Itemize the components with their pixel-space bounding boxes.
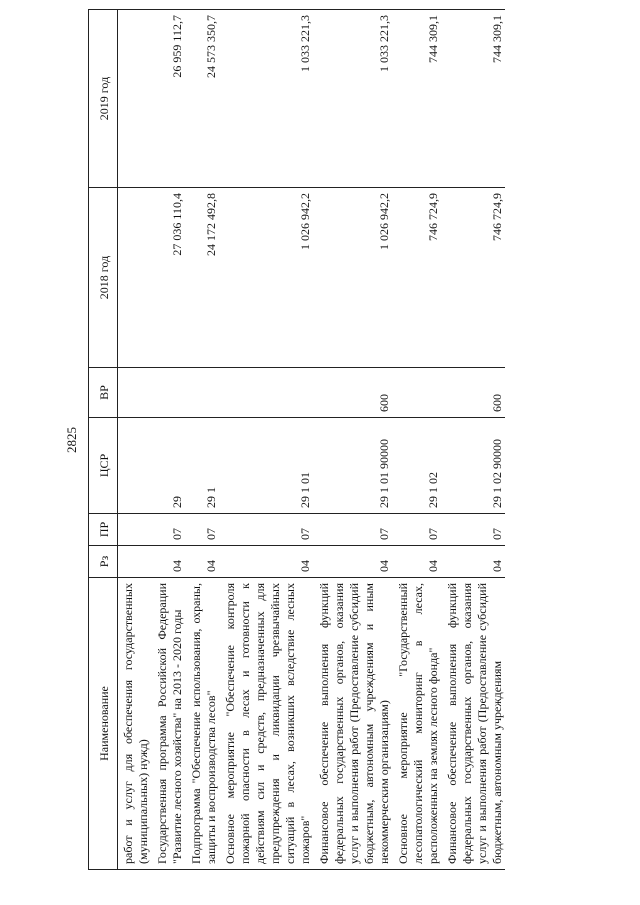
rotated-sheet xyxy=(58,10,598,870)
row-csr: 29 xyxy=(152,418,186,514)
table-row xyxy=(118,10,153,870)
header-row xyxy=(89,10,118,870)
row-csr: 29 1 02 xyxy=(393,418,442,514)
row-pr: 07 xyxy=(393,514,442,546)
row-pr: 07 xyxy=(186,514,220,546)
row-amount-2019: 1 033 221,3 xyxy=(220,10,314,188)
table-header xyxy=(89,10,118,870)
header-vr: ВР xyxy=(89,368,118,418)
row-name: Основное мероприятие "Обеспечение контроля пожарной опасности в лесах и готовности к действиям сил и средств, предназначенных для предупреждения и ликвидации чрезвычайных ситуаций в лесах, возникших вследствие лесных пожаров" xyxy=(220,578,314,870)
table-row xyxy=(393,10,442,870)
row-csr: 29 1 xyxy=(186,418,220,514)
row-amount-2019: 744 309,1 xyxy=(393,10,442,188)
row-vr xyxy=(220,368,314,418)
row-csr: 29 1 02 90000 xyxy=(442,418,505,514)
table-body xyxy=(118,10,506,870)
row-pr: 07 xyxy=(220,514,314,546)
row-vr xyxy=(118,368,153,418)
row-rz: 04 xyxy=(220,546,314,578)
row-vr: 600 xyxy=(314,368,393,418)
row-amount-2018: 24 172 492,8 xyxy=(186,188,220,368)
row-name: работ и услуг для обеспечения государственных (муниципальных) нужд) xyxy=(118,578,153,870)
row-name: Основное мероприятие "Государственный лесопатологический мониторинг в лесах, расположенных на землях лесного фонда" xyxy=(393,578,442,870)
row-rz: 04 xyxy=(393,546,442,578)
row-pr: 07 xyxy=(442,514,505,546)
row-amount-2019: 26 959 112,7 xyxy=(152,10,186,188)
row-amount-2019: 1 033 221,3 xyxy=(314,10,393,188)
header-2019: 2019 год xyxy=(89,10,118,188)
table-row xyxy=(314,10,393,870)
row-rz xyxy=(118,546,153,578)
row-vr xyxy=(186,368,220,418)
table-row xyxy=(186,10,220,870)
table-row xyxy=(152,10,186,870)
table-row xyxy=(442,10,505,870)
row-vr xyxy=(393,368,442,418)
row-rz: 04 xyxy=(442,546,505,578)
row-csr xyxy=(118,418,153,514)
header-rz: Рз xyxy=(89,546,118,578)
row-amount-2018: 27 036 110,4 xyxy=(152,188,186,368)
row-pr: 07 xyxy=(314,514,393,546)
header-pr: ПР xyxy=(89,514,118,546)
header-name: Наименование xyxy=(89,578,118,870)
header-2018: 2018 год xyxy=(89,188,118,368)
row-amount-2018: 1 026 942,2 xyxy=(220,188,314,368)
row-vr: 600 xyxy=(442,368,505,418)
row-amount-2018: 746 724,9 xyxy=(442,188,505,368)
row-amount-2018 xyxy=(118,188,153,368)
row-pr xyxy=(118,514,153,546)
row-csr: 29 1 01 xyxy=(220,418,314,514)
header-csr: ЦСР xyxy=(89,418,118,514)
row-amount-2019 xyxy=(118,10,153,188)
row-pr: 07 xyxy=(152,514,186,546)
row-rz: 04 xyxy=(314,546,393,578)
row-name: Финансовое обеспечение выполнения функций федеральных государственных органов, оказания услуг и выполнения работ (Предоставление субсидий бюджетным, автономным учреждениям xyxy=(442,578,505,870)
row-amount-2018: 1 026 942,2 xyxy=(314,188,393,368)
row-csr: 29 1 01 90000 xyxy=(314,418,393,514)
page-number: 2825 xyxy=(64,427,79,453)
row-rz: 04 xyxy=(186,546,220,578)
row-name: Подпрограмма "Обеспечение использования, охраны, защиты и воспроизводства лесов" xyxy=(186,578,220,870)
table-row xyxy=(220,10,314,870)
budget-table xyxy=(88,9,505,870)
row-amount-2019: 24 573 350,7 xyxy=(186,10,220,188)
row-vr xyxy=(152,368,186,418)
row-rz: 04 xyxy=(152,546,186,578)
row-amount-2018: 746 724,9 xyxy=(393,188,442,368)
row-amount-2019: 744 309,1 xyxy=(442,10,505,188)
row-name: Финансовое обеспечение выполнения функций федеральных государственных органов, оказания услуг и выполнения работ (Предоставление субсидий бюджетным, автономным учреждениям и иным некоммерческим организациям) xyxy=(314,578,393,870)
row-name: Государственная программа Российской Федерации "Развитие лесного хозяйства" на 2013 - 2020 годы xyxy=(152,578,186,870)
